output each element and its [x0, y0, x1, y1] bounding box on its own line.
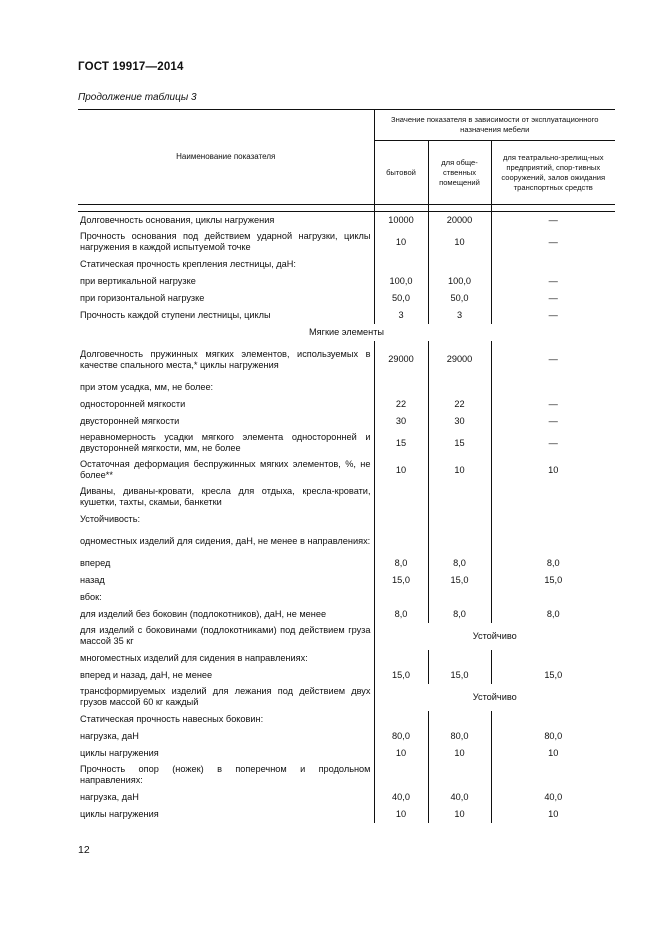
header-spacer [78, 205, 615, 212]
value-household: 10000 [374, 212, 428, 229]
value-theater: — [548, 214, 558, 225]
value-theater [491, 511, 615, 528]
value-household [374, 711, 428, 728]
value-public: 8,0 [428, 606, 491, 623]
value-public: 15,0 [428, 572, 491, 589]
table-row [78, 341, 615, 379]
value-public: 40,0 [428, 789, 491, 806]
value-public [428, 528, 491, 555]
header-group: Значение показателя в зависимости от эксплуатационного назначения мебели [374, 110, 615, 141]
indicator-name: вперед и назад, даН, не менее [78, 667, 374, 684]
value-theater: — [548, 309, 558, 320]
indicator-name: нагрузка, даН [78, 728, 374, 745]
value-household: 10 [374, 745, 428, 762]
value-household: 30 [374, 413, 428, 430]
value-household: 29000 [374, 341, 428, 379]
value-public: 50,0 [428, 290, 491, 307]
table-row [78, 212, 615, 229]
indicator-name: вперед [78, 555, 374, 572]
table-header [78, 110, 615, 205]
table-row [78, 711, 615, 728]
value-household: 40,0 [374, 789, 428, 806]
value-theater: 10 [548, 747, 559, 758]
value-theater: 40,0 [544, 791, 563, 802]
value-theater: 10 [548, 464, 559, 475]
value-public [428, 589, 491, 606]
header-theater: для театрально-зрелищ-ных предприятий, спор-тивных сооружений, залов ожидания транспортных средств [491, 141, 615, 205]
table-row [78, 379, 615, 396]
indicator-name: нагрузка, даН [78, 789, 374, 806]
standard-title: ГОСТ 19917—2014 [78, 61, 184, 73]
value-household: 50,0 [374, 290, 428, 307]
indicator-name: при горизонтальной нагрузке [78, 290, 374, 307]
value-household [374, 379, 428, 396]
value-public: 10 [428, 806, 491, 823]
value-public: 3 [428, 307, 491, 324]
value-household: 8,0 [374, 555, 428, 572]
value-public [428, 511, 491, 528]
table-row [78, 273, 615, 290]
value-theater: — [548, 415, 558, 426]
header-public: для обще-ственных помещений [428, 141, 491, 205]
table-body [78, 205, 615, 823]
value-public: 10 [428, 457, 491, 484]
table-row [78, 606, 615, 623]
table-row [78, 307, 615, 324]
table-row [78, 396, 615, 413]
value-theater: 15,0 [544, 574, 563, 585]
table-row [78, 572, 615, 589]
indicator-name: Долговечность пружинных мягких элементов, используемых в качестве спального места,* циклы нагружения [78, 341, 374, 379]
value-theater [491, 762, 615, 789]
value-public: 10 [428, 229, 491, 256]
value-theater [491, 528, 615, 555]
merged-value: Устойчиво [472, 630, 517, 641]
value-household [374, 256, 428, 273]
indicator-name: многоместных изделий для сидения в направлениях: [78, 650, 374, 667]
value-household [374, 511, 428, 528]
indicator-name: вбок: [78, 589, 374, 606]
header-household: бытовой [374, 141, 428, 205]
indicator-name: неравномерность усадки мягкого элемента односторонней и двусторонней мягкости, мм, не более [78, 430, 374, 457]
value-public: 30 [428, 413, 491, 430]
value-public [428, 379, 491, 396]
value-public: 15 [428, 430, 491, 457]
indicator-name: для изделий без боковин (подлокотников), даН, не менее [78, 606, 374, 623]
value-theater [491, 589, 615, 606]
value-household: 80,0 [374, 728, 428, 745]
value-household: 100,0 [374, 273, 428, 290]
value-public [428, 484, 491, 511]
indicator-name: при вертикальной нагрузке [78, 273, 374, 290]
section-title: Мягкие элементы [308, 326, 385, 337]
indicator-name: Прочность основания под действием ударной нагрузки, циклы нагружения в каждой испытуемой точке [78, 229, 374, 256]
table-row [78, 650, 615, 667]
value-household: 15 [374, 430, 428, 457]
value-household: 10 [374, 229, 428, 256]
value-household: 15,0 [374, 667, 428, 684]
header-name: Наименование показателя [78, 110, 374, 205]
indicator-name: Статическая прочность навесных боковин: [78, 711, 374, 728]
value-household: 10 [374, 806, 428, 823]
indicator-name: Долговечность основания, циклы нагружения [78, 212, 374, 229]
table-row [78, 806, 615, 823]
indicator-name: односторонней мягкости [78, 396, 374, 413]
indicator-name: Устойчивость: [78, 511, 374, 528]
table-row [78, 589, 615, 606]
indicator-name: Прочность каждой ступени лестницы, циклы [78, 307, 374, 324]
value-theater: 8,0 [546, 557, 560, 568]
indicator-name: Прочность опор (ножек) в поперечном и продольном направлениях: [78, 762, 374, 789]
value-household [374, 589, 428, 606]
value-household: 3 [374, 307, 428, 324]
page-number: 12 [78, 844, 90, 856]
indicator-name: трансформируемых изделий для лежания под действием двух грузов массой 60 кг каждый [78, 684, 374, 711]
value-theater [491, 379, 615, 396]
value-public: 15,0 [428, 667, 491, 684]
value-theater: 10 [548, 808, 559, 819]
value-household: 10 [374, 457, 428, 484]
indicator-name: назад [78, 572, 374, 589]
indicator-name: одноместных изделий для сидения, даН, не менее в направлениях: [78, 528, 374, 555]
value-theater [491, 484, 615, 511]
value-household: 8,0 [374, 606, 428, 623]
value-public: 10 [428, 745, 491, 762]
indicator-name: Остаточная деформация беспружинных мягких элементов, %, не более** [78, 457, 374, 484]
value-public [428, 711, 491, 728]
table-row [78, 684, 615, 711]
value-theater: 8,0 [546, 608, 560, 619]
table-row [78, 789, 615, 806]
indicator-name: для изделий с боковинами (подлокотниками) под действием груза массой 35 кг [78, 623, 374, 650]
value-public: 100,0 [428, 273, 491, 290]
value-theater: 15,0 [544, 669, 563, 680]
value-theater: 80,0 [544, 730, 563, 741]
value-theater: — [548, 437, 558, 448]
table-row [78, 528, 615, 555]
value-theater [491, 711, 615, 728]
value-public: 29000 [428, 341, 491, 379]
value-household [374, 528, 428, 555]
indicator-name: при этом усадка, мм, не более: [78, 379, 374, 396]
value-public [428, 256, 491, 273]
table-row [78, 555, 615, 572]
value-public: 8,0 [428, 555, 491, 572]
value-public: 22 [428, 396, 491, 413]
indicator-name: Диваны, диваны-кровати, кресла для отдыха, кресла-кровати, кушетки, тахты, скамьи, банкетки [78, 484, 374, 511]
table-caption: Продолжение таблицы 3 [78, 92, 197, 103]
value-public: 20000 [428, 212, 491, 229]
table-row [78, 290, 615, 307]
table-row [78, 745, 615, 762]
value-household [374, 650, 428, 667]
indicator-name: Статическая прочность крепления лестницы, даН: [78, 256, 374, 273]
value-public [428, 762, 491, 789]
requirements-table [78, 109, 615, 823]
value-theater [491, 650, 615, 667]
table-row [78, 457, 615, 484]
value-theater: — [548, 275, 558, 286]
indicator-name: двусторонней мягкости [78, 413, 374, 430]
value-public [428, 650, 491, 667]
value-household: 15,0 [374, 572, 428, 589]
table-row [78, 667, 615, 684]
table-row [78, 229, 615, 256]
table-row [78, 511, 615, 528]
value-theater: — [548, 292, 558, 303]
table-row [78, 623, 615, 650]
value-household [374, 484, 428, 511]
value-theater [491, 256, 615, 273]
indicator-name: циклы нагружения [78, 745, 374, 762]
table-row [78, 256, 615, 273]
value-theater: — [548, 398, 558, 409]
table-row [78, 484, 615, 511]
table-row [78, 430, 615, 457]
table-row [78, 413, 615, 430]
value-household: 22 [374, 396, 428, 413]
section-row [78, 324, 615, 341]
indicator-name: циклы нагружения [78, 806, 374, 823]
value-theater: — [548, 236, 558, 247]
merged-value: Устойчиво [472, 691, 517, 702]
value-theater: — [548, 354, 558, 364]
value-household [374, 762, 428, 789]
value-public: 80,0 [428, 728, 491, 745]
table-row [78, 762, 615, 789]
table-row [78, 728, 615, 745]
